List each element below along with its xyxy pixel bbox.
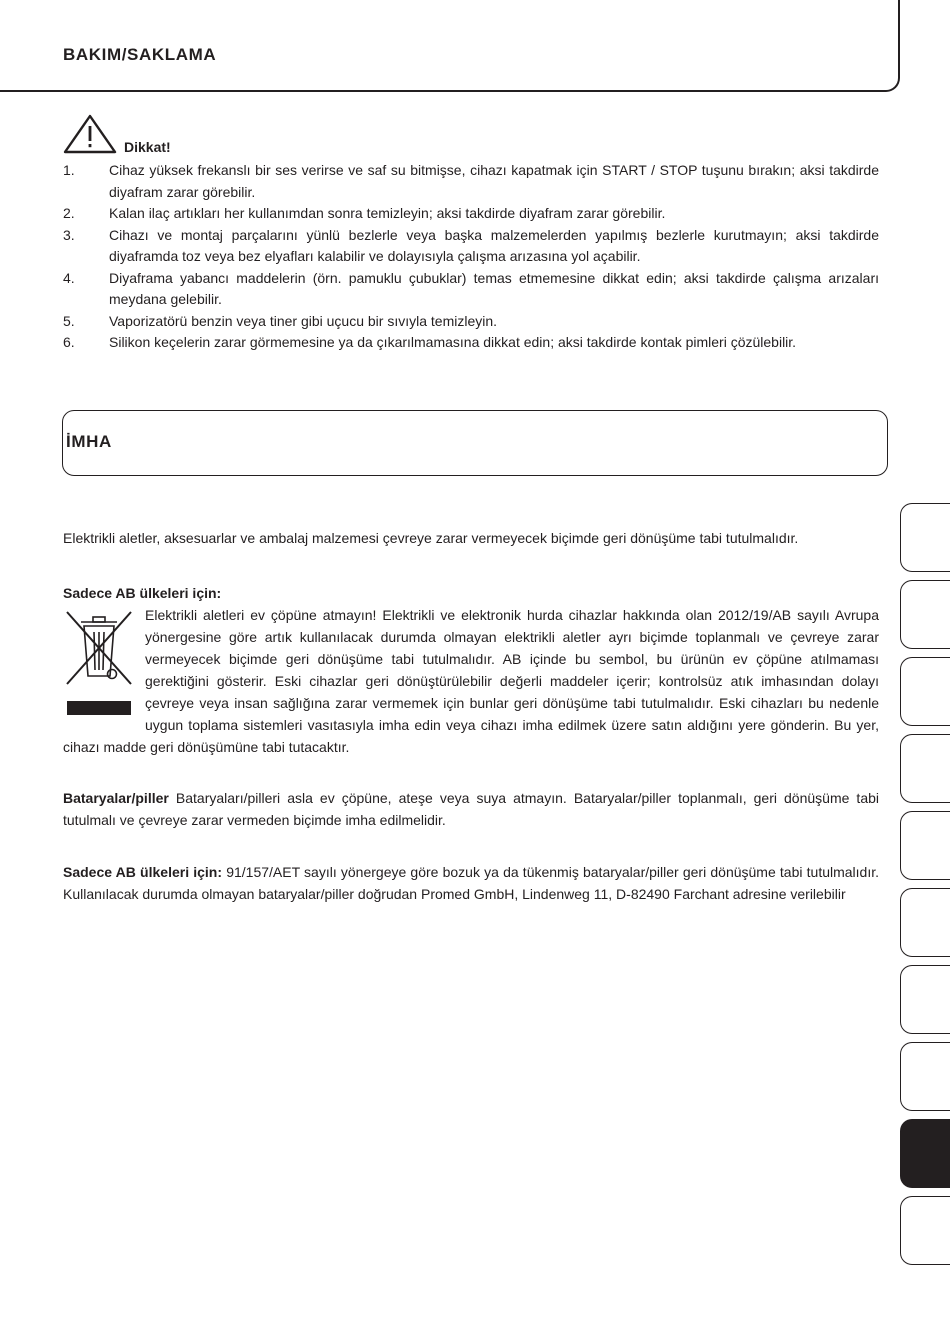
list-item-text: Kalan ilaç artıkları her kullanımdan sonra temizleyin; aksi takdirde diyafram zarar görebilir.: [109, 205, 666, 221]
list-item-text: Vaporizatörü benzin veya tiner gibi uçucu bir sıvıyla temizleyin.: [109, 312, 498, 329]
list-item-text: Diyaframa yabancı maddelerin (örn. pamuklu çubuklar) temas etmemesine dikkat edin; aksi takdirde çalışma arızaları meydana gelebilir.: [109, 269, 879, 307]
warning-list: [63, 160, 879, 354]
list-item: [63, 203, 879, 225]
eu-battery-paragraph: [63, 862, 879, 905]
list-item: [63, 311, 879, 333]
list-item-text: Silikon keçelerin zarar görmemesine ya da çıkarılmamasına dikkat edin; aksi takdirde kontak pimleri çözülebilir.: [109, 334, 797, 350]
side-tab[interactable]: [900, 811, 950, 880]
side-tab[interactable]: [900, 657, 950, 726]
warning-triangle-icon: [63, 114, 117, 154]
list-item-text: Cihaz yüksek frekanslı bir ses verirse ve saf su bitmişse, cihazı kapatmak için START / STOP tuşunu bırakın; aksi takdirde diyafram zarar görebilir.: [109, 162, 879, 200]
list-item: [63, 268, 879, 311]
side-tab-active[interactable]: [900, 1119, 950, 1188]
side-tab[interactable]: [900, 580, 950, 649]
crossed-out-bin-icon: [63, 608, 135, 718]
side-tab[interactable]: [900, 734, 950, 803]
list-item-text: Cihazı ve montaj parçalarını yünlü bezlerle veya başka malzemelerden yapılmış bezlerle kurutmayın; aksi takdirde diyaframda toz veya bez elyafları kalabilir ve dolayısıyla çalışma arızasına yol açabilir.: [109, 226, 879, 264]
list-item-number: 6.: [63, 334, 75, 350]
section-box-disposal: [62, 410, 888, 476]
eu-paragraph: [63, 604, 879, 758]
list-item-number: 5.: [63, 312, 75, 329]
list-item-number: 1.: [63, 162, 75, 178]
side-tab[interactable]: [900, 888, 950, 957]
page-title: BAKIM/SAKLAMA: [63, 45, 217, 64]
eu-battery-text: 91/157/AET sayılı yönergeye göre bozuk ya da tükenmiş bataryalar/piller geri dönüşüme tabi tutulmalıdır. Kullanılacak durumda olmayan bataryalar/piller doğrudan Promed GmbH, Lindenweg 11, D-82490 Farchant adresine verilebilir: [63, 864, 880, 902]
list-item-number: 3.: [63, 226, 75, 243]
section-title: İMHA: [66, 432, 112, 451]
list-item: [63, 225, 879, 268]
list-item-number: 4.: [63, 269, 75, 286]
side-tab[interactable]: [900, 965, 950, 1034]
list-item-number: 2.: [63, 205, 75, 221]
warning-title: Dikkat!: [124, 139, 171, 155]
side-tabs: [900, 503, 950, 1273]
eu-title: Sadece AB ülkeleri için:: [63, 585, 222, 601]
list-item: [63, 160, 879, 203]
disposal-intro: Elektrikli aletler, aksesuarlar ve ambalaj malzemesi çevreye zarar vermeyecek biçimde geri dönüşüme tabi tutulmalıdır.: [63, 530, 799, 546]
eu-text: Elektrikli aletleri ev çöpüne atmayın! Elektrikli ve elektronik hurda cihazlar hakkında olan 2012/19/AB sayılı Avrupa yönergesine göre artık kullanılacak durumda olmayan elektrikli aletler ayrı biçimde toplanmalı ve çevreye zarar vermeyecek biçimde geri dönüşüme tabi tutulmalıdır. AB içinde bu sembol, bu ürünün ev çöpüne atılmaması gerektiğini gösterir. Eski cihazlar geri dönüştürülebilir değerli maddeler içerir; kontrolsüz atık imhasından dolayı çevreye veya insan sağlığına zarar vermemek için bunlar geri dönüşüme tabi tutulmalıdır. Eski cihazları bu nedenle uygun toplama sistemleri vasıtasıyla imha edin veya cihazı imha edilmek üzere satın aldığını yere gönderin. Bu yer, cihazı madde geri dönüşümüne tabi tutacaktır.: [63, 607, 879, 755]
list-item: [63, 332, 879, 354]
eu-battery-label: Sadece AB ülkeleri için:: [63, 864, 223, 880]
side-tab[interactable]: [900, 1042, 950, 1111]
side-tab[interactable]: [900, 1196, 950, 1265]
side-tab[interactable]: [900, 503, 950, 572]
battery-text: Bataryaları/pilleri asla ev çöpüne, ateşe veya suya atmayın. Bataryalar/piller toplanmalı, geri dönüşüme tabi tutulmalı ve çevreye zarar vermeden biçimde imha edilmelidir.: [63, 790, 879, 828]
battery-label: Bataryalar/piller: [63, 790, 169, 806]
battery-paragraph: [63, 788, 879, 831]
